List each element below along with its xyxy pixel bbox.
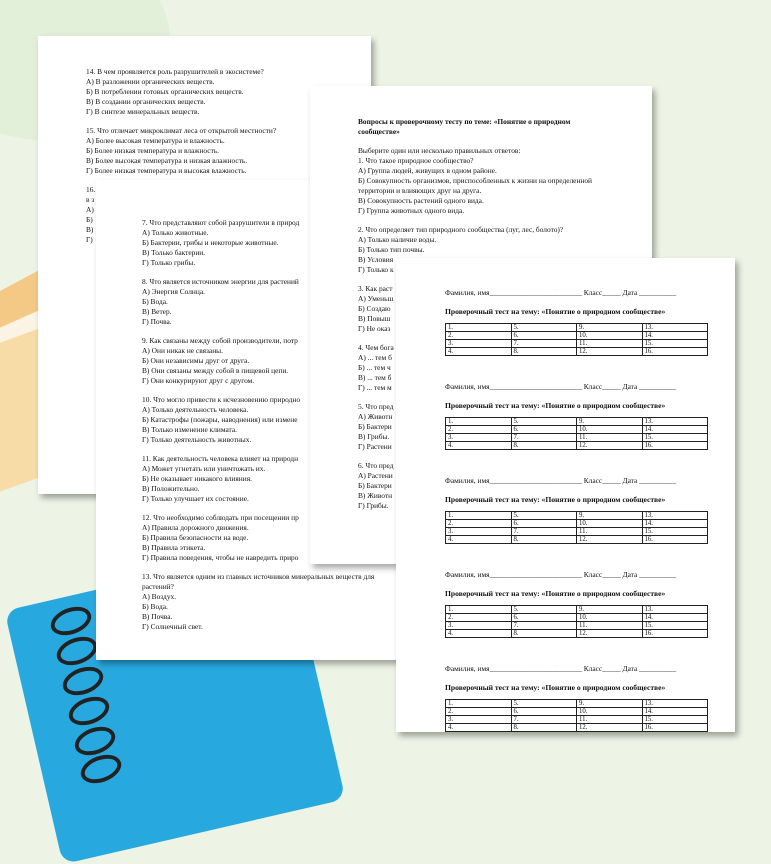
line-gap — [358, 216, 652, 225]
text-line: А) Энергия Солнца. — [142, 287, 205, 296]
text-line: В) Ветер. — [142, 307, 172, 316]
text-line: В) Совокупность растений одного вида. — [358, 196, 484, 205]
answer-cell: 14. — [642, 614, 708, 622]
text-line: Б) Только тип почвы. — [358, 245, 425, 254]
text-line: Г) Более низкая температура и высокая влажность. — [86, 166, 247, 175]
text-line: Б) Они независимы друг от друга. — [142, 356, 250, 365]
answer-cell: 1. — [446, 606, 512, 614]
answer-cell: 5. — [511, 512, 577, 520]
text-line: Б) Катастрофы (пожары, наводнения) или измене — [142, 415, 298, 424]
text-line: В) В создании органических веществ. — [86, 97, 206, 106]
answer-table — [445, 605, 708, 638]
answer-cell: 7. — [511, 340, 577, 348]
answer-row — [446, 536, 708, 544]
text-line: А) Животн — [358, 412, 393, 421]
answer-cell: 13. — [642, 512, 708, 520]
test-title: Проверочный тест на тему: «Понятие о природном сообществе» — [445, 307, 666, 316]
text-line: В) Более высокая температура и низкая влажность. — [86, 156, 248, 165]
text-line: 6. Что пред — [358, 461, 394, 470]
student-info-line: Фамилия, имя_________________________ Класс_____ Дата __________ — [445, 288, 677, 297]
answer-cell: 3. — [446, 340, 512, 348]
answer-cell: 11. — [577, 340, 643, 348]
text-line: Г) Солнечный свет. — [142, 622, 203, 631]
text-line: Г) В синтезе минеральных веществ. — [86, 107, 200, 116]
text-line: 9. Как связаны между собой производители, потр — [142, 336, 298, 345]
text-line: 7. Что представляют собой разрушители в природ — [142, 218, 300, 227]
text-line: В) Повыш — [358, 314, 391, 323]
answer-cell: 16. — [642, 630, 708, 638]
answer-cell: 10. — [577, 520, 643, 528]
answer-cell: 4. — [446, 724, 512, 732]
text-line: 15. Что отличает микроклимат леса от открытой местности? — [86, 126, 277, 135]
answer-cell: 16. — [642, 442, 708, 450]
text-line: 8. Что является источником энергии для растений — [142, 277, 299, 286]
text-line: Б) Совокупность организмов, приспособленных к жизни на определенной — [358, 176, 593, 185]
text-line: В) Положительно. — [142, 484, 200, 493]
answer-cell: 12. — [577, 442, 643, 450]
answer-cell: 6. — [511, 426, 577, 434]
answer-cell: 8. — [511, 724, 577, 732]
answer-cell: 11. — [577, 528, 643, 536]
text-line: 5. Что пред — [358, 402, 394, 411]
answer-row — [446, 614, 708, 622]
answer-row — [446, 418, 708, 426]
text-line: В) Только бактерии. — [142, 248, 206, 257]
answer-cell: 10. — [577, 426, 643, 434]
text-line: 13. Что является одним из главных источников минеральных веществ для — [142, 572, 375, 581]
text-line: А) Они никак не связаны. — [142, 346, 223, 355]
text-line: В) ... тем б — [358, 373, 392, 382]
answer-cell: 15. — [642, 716, 708, 724]
text-line: Б) Не оказывает никакого влияния. — [142, 474, 252, 483]
answer-row — [446, 520, 708, 528]
answer-cell: 14. — [642, 520, 708, 528]
text-line: В) Условия — [358, 255, 394, 264]
text-line: Г) Они конкурируют друг с другом. — [142, 376, 255, 385]
answer-row — [446, 528, 708, 536]
page-title: Вопросы к проверочному тесту по теме: «Понятие о природном сообществе» — [358, 117, 571, 136]
text-line: В) Почва. — [142, 612, 173, 621]
answer-row — [446, 622, 708, 630]
text-line: Б) Вода. — [142, 602, 168, 611]
student-info-line: Фамилия, имя_________________________ Класс_____ Дата __________ — [445, 570, 677, 579]
text-line: Г) Группа животных одного вида. — [358, 206, 465, 215]
answer-cell: 3. — [446, 434, 512, 442]
answer-row — [446, 708, 708, 716]
text-line: 11. Как деятельность человека влияет на природн — [142, 454, 299, 463]
answer-cell: 5. — [511, 700, 577, 708]
answer-cell: 8. — [511, 630, 577, 638]
answer-cell: 12. — [577, 348, 643, 356]
test-title: Проверочный тест на тему: «Понятие о природном сообществе» — [445, 401, 666, 410]
answer-row — [446, 324, 708, 332]
answer-cell: 2. — [446, 332, 512, 340]
text-line: 4. Чем бога — [358, 343, 394, 352]
text-line: А) Может угнетать или уничтожать их. — [142, 464, 266, 473]
answer-card — [445, 288, 735, 356]
test-title: Проверочный тест на тему: «Понятие о природном сообществе» — [445, 589, 666, 598]
text-line: Г) Только к — [358, 265, 394, 274]
answer-card — [445, 570, 735, 638]
answer-cell: 4. — [446, 442, 512, 450]
text-line: В) Животн — [358, 491, 393, 500]
text-line: А) — [86, 205, 94, 214]
text-line: Б) — [86, 215, 93, 224]
answer-sheet-page — [396, 258, 735, 732]
text-line: Б) Бактери — [358, 481, 392, 490]
text-line: Б) Более низкая температура и влажность. — [86, 146, 220, 155]
answer-cell: 10. — [577, 332, 643, 340]
answer-cell: 3. — [446, 528, 512, 536]
text-line: Г) Только грибы. — [142, 258, 196, 267]
text-line: Г) Грибы. — [358, 501, 389, 510]
answer-cell: 13. — [642, 700, 708, 708]
answer-cell: 16. — [642, 724, 708, 732]
answer-row — [446, 724, 708, 732]
answer-card — [445, 382, 735, 450]
answer-row — [446, 434, 708, 442]
answer-cell: 2. — [446, 614, 512, 622]
answer-table — [445, 417, 708, 450]
answer-cell: 12. — [577, 724, 643, 732]
text-line: А) Воздух. — [142, 592, 177, 601]
text-line: А) Только животные. — [142, 228, 209, 237]
text-line: А) ... тем б — [358, 353, 392, 362]
text-line: Б) ... тем ч — [358, 363, 391, 372]
answer-cell: 5. — [511, 606, 577, 614]
text-line: Г) Правила поведения, чтобы не навредить приро — [142, 553, 299, 562]
answer-table — [445, 699, 708, 732]
text-line: А) Только наличие воды. — [358, 235, 437, 244]
text-line: 16. — [86, 185, 96, 194]
answer-cell: 6. — [511, 332, 577, 340]
text-line: А) Только деятельность человека. — [142, 405, 249, 414]
answer-cell: 15. — [642, 622, 708, 630]
answer-cell: 15. — [642, 434, 708, 442]
answer-cell: 1. — [446, 324, 512, 332]
text-line: Б) Правила безопасности на воде. — [142, 533, 249, 542]
text-line: 2. Что определяет тип природного сообщества (луг, лес, болото)? — [358, 225, 564, 234]
text-line: Г) Не оказ — [358, 324, 391, 333]
student-info-line: Фамилия, имя_________________________ Класс_____ Дата __________ — [445, 664, 677, 673]
answer-cell: 5. — [511, 418, 577, 426]
answer-cell: 2. — [446, 708, 512, 716]
answer-cell: 9. — [577, 512, 643, 520]
text-line: Г) Только деятельность животных. — [142, 435, 252, 444]
answer-table — [445, 511, 708, 544]
text-line: 12. Что необходимо соблюдать при посещении пр — [142, 513, 299, 522]
answer-cell: 11. — [577, 716, 643, 724]
answer-cell: 15. — [642, 528, 708, 536]
answer-cell: 11. — [577, 622, 643, 630]
answer-cell: 8. — [511, 536, 577, 544]
answer-card — [445, 476, 735, 544]
answer-cell: 9. — [577, 700, 643, 708]
text-line: Выберите один или несколько правильных ответов: — [358, 146, 521, 155]
answer-cell: 8. — [511, 442, 577, 450]
answer-cell: 6. — [511, 520, 577, 528]
text-line: растений? — [142, 582, 174, 591]
answer-cell: 7. — [511, 622, 577, 630]
text-line: в з — [86, 195, 95, 204]
test-title: Проверочный тест на тему: «Понятие о природном сообществе» — [445, 495, 666, 504]
answer-cell: 14. — [642, 426, 708, 434]
answer-cell: 10. — [577, 708, 643, 716]
answer-cell: 10. — [577, 614, 643, 622]
text-line: А) Растени — [358, 471, 393, 480]
answer-cell: 16. — [642, 536, 708, 544]
answer-cell: 14. — [642, 332, 708, 340]
test-title: Проверочный тест на тему: «Понятие о природном сообществе» — [445, 683, 666, 692]
answer-row — [446, 606, 708, 614]
answer-cell: 9. — [577, 324, 643, 332]
answer-cell: 3. — [446, 716, 512, 724]
text-line: А) Более высокая температура и влажность. — [86, 136, 225, 145]
answer-cell: 7. — [511, 716, 577, 724]
text-line: Б) Бактерии, грибы и некоторые животные. — [142, 238, 279, 247]
answer-row — [446, 332, 708, 340]
answer-table — [445, 323, 708, 356]
answer-cell: 13. — [642, 606, 708, 614]
answer-cell: 2. — [446, 426, 512, 434]
answer-row — [446, 442, 708, 450]
text-line: В) Они связаны между собой в пищевой цепи. — [142, 366, 289, 375]
answer-cell: 12. — [577, 630, 643, 638]
answer-row — [446, 348, 708, 356]
answer-cell: 16. — [642, 348, 708, 356]
text-line: Г) ... тем м — [358, 383, 392, 392]
answer-row — [446, 700, 708, 708]
answer-cell: 1. — [446, 700, 512, 708]
text-line: территории и влияющих друг на друга. — [358, 186, 482, 195]
answer-cell: 6. — [511, 614, 577, 622]
answer-cell: 8. — [511, 348, 577, 356]
answer-cell: 3. — [446, 622, 512, 630]
text-line: 10. Что могло привести к исчезновению природно — [142, 395, 301, 404]
text-line: А) Группа людей, живущих в одном районе. — [358, 166, 497, 175]
student-info-line: Фамилия, имя_________________________ Класс_____ Дата __________ — [445, 476, 677, 485]
answer-card — [445, 664, 735, 732]
answer-cell: 12. — [577, 536, 643, 544]
answer-cell: 9. — [577, 418, 643, 426]
text-line: Б) Бактери — [358, 422, 392, 431]
answer-row — [446, 630, 708, 638]
answer-cell: 1. — [446, 512, 512, 520]
student-info-line: Фамилия, имя_________________________ Класс_____ Дата __________ — [445, 382, 677, 391]
text-line: Б) Вода. — [142, 297, 168, 306]
answer-cell: 15. — [642, 340, 708, 348]
text-line: Г) — [86, 235, 93, 244]
text-line: Г) Почва. — [142, 317, 172, 326]
answer-cell: 9. — [577, 606, 643, 614]
text-line: Г) Только улучшает их состояние. — [142, 494, 249, 503]
answer-cell: 2. — [446, 520, 512, 528]
answer-cell: 1. — [446, 418, 512, 426]
answer-cell: 4. — [446, 536, 512, 544]
text-line: А) В разложении органических веществ. — [86, 77, 215, 86]
answer-row — [446, 426, 708, 434]
text-line: Б) В потреблении готовых органических веществ. — [86, 87, 244, 96]
text-line: Г) Растени — [358, 442, 392, 451]
text-line: А) Уменьш — [358, 294, 394, 303]
answer-cell: 11. — [577, 434, 643, 442]
answer-cell: 7. — [511, 528, 577, 536]
text-line: А) Правила дорожного движения. — [142, 523, 249, 532]
answer-cell: 13. — [642, 324, 708, 332]
answer-cell: 5. — [511, 324, 577, 332]
text-line: В) Грибы. — [358, 432, 390, 441]
answer-cell: 4. — [446, 348, 512, 356]
answer-cell: 6. — [511, 708, 577, 716]
text-line: 1. Что такое природное сообщество? — [358, 156, 474, 165]
text-line: В) Правила этикета. — [142, 543, 206, 552]
answer-cell: 13. — [642, 418, 708, 426]
answer-row — [446, 716, 708, 724]
answer-row — [446, 340, 708, 348]
text-line: 3. Как раст — [358, 284, 393, 293]
answer-cell: 14. — [642, 708, 708, 716]
text-line: В) — [86, 225, 94, 234]
text-line: 14. В чем проявляется роль разрушителей в экосистеме? — [86, 67, 264, 76]
text-line: В) Только изменение климата. — [142, 425, 238, 434]
text-line: Б) Создаю — [358, 304, 391, 313]
answer-row — [446, 512, 708, 520]
answer-cell: 4. — [446, 630, 512, 638]
answer-cell: 7. — [511, 434, 577, 442]
